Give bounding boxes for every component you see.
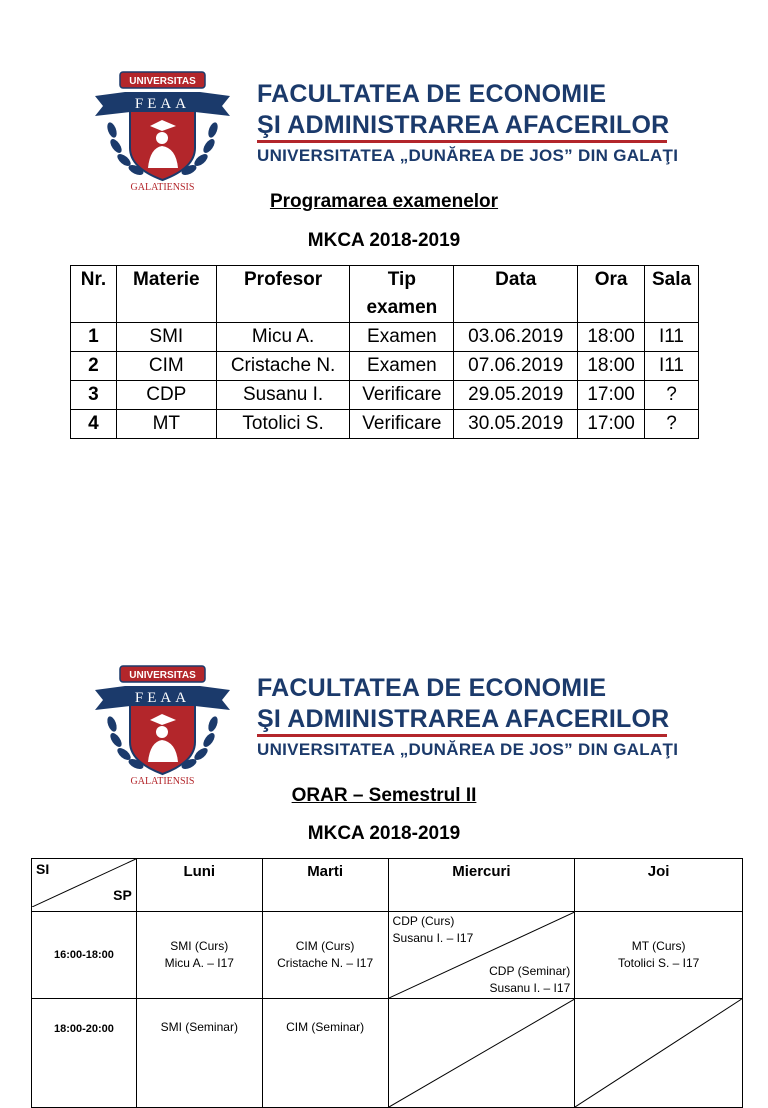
table-row	[32, 999, 743, 1108]
class-name: CDP (Seminar)	[489, 964, 571, 978]
faculty-header-1	[90, 68, 690, 198]
class-cell	[262, 912, 388, 999]
table-row	[71, 323, 699, 352]
column-header: Nr.	[71, 266, 117, 323]
class-name: SMI (Seminar)	[160, 1020, 238, 1034]
header-divider	[257, 734, 667, 737]
feaa-logo	[90, 662, 235, 787]
university-name: UNIVERSITATEA „DUNĂREA DE JOS” DIN GALAŢI	[257, 740, 679, 759]
exams-title: Programarea examenelor	[269, 191, 499, 212]
exam-date: 29.05.2019	[454, 381, 578, 410]
exam-type: Verificare	[350, 381, 454, 410]
exam-professor: Cristache N.	[216, 352, 350, 381]
logo-bottom-text: GALATIENSIS	[130, 776, 195, 787]
exam-professor: Totolici S.	[216, 410, 350, 439]
table-row	[71, 352, 699, 381]
exam-time: 18:00	[578, 352, 645, 381]
schedule-table	[31, 858, 743, 1108]
time-slot: 16:00-18:00	[32, 912, 137, 999]
exam-type: Examen	[350, 323, 454, 352]
cell-diagonal	[389, 999, 575, 1107]
corner-si: SI	[36, 861, 50, 877]
logo-bottom-text: GALATIENSIS	[130, 182, 195, 193]
exam-professor: Susanu I.	[216, 381, 350, 410]
class-sp	[489, 963, 570, 997]
column-header: Ora	[578, 266, 645, 323]
corner-sp: SP	[113, 887, 132, 903]
exam-type: Verificare	[350, 410, 454, 439]
day-header: Luni	[136, 859, 262, 912]
faculty-name-line1: FACULTATEA DE ECONOMIE	[257, 674, 607, 702]
class-teacher: Susanu I. – I17	[489, 981, 571, 995]
logo-banner-text: UNIVERSITAS	[129, 670, 196, 681]
exams-subtitle: MKCA 2018-2019	[307, 230, 461, 251]
exam-date: 03.06.2019	[454, 323, 578, 352]
time-slot: 18:00-20:00	[32, 999, 137, 1108]
class-name: CIM (Curs)	[295, 939, 355, 953]
column-header: Profesor	[216, 266, 350, 323]
schedule-subtitle: MKCA 2018-2019	[307, 823, 461, 844]
schedule-header	[32, 859, 743, 912]
class-cell	[575, 912, 743, 999]
column-header: Tip examen	[350, 266, 454, 323]
class-teacher: Susanu I. – I17	[392, 931, 474, 945]
logo-shield-text: FEAA	[134, 96, 191, 112]
exam-room: I11	[645, 352, 699, 381]
table-row	[71, 381, 699, 410]
exam-table-header	[71, 266, 699, 323]
feaa-logo	[90, 68, 235, 193]
class-teacher: Totolici S. – I17	[617, 956, 700, 970]
exam-type: Examen	[350, 352, 454, 381]
column-header: Data	[454, 266, 578, 323]
schedule-title: ORAR – Semestrul II	[291, 785, 477, 806]
class-name: CDP (Curs)	[392, 914, 455, 928]
class-cell	[136, 999, 262, 1108]
exam-time: 18:00	[578, 323, 645, 352]
exam-date: 07.06.2019	[454, 352, 578, 381]
class-cell-split	[388, 999, 575, 1108]
header-divider	[257, 140, 667, 143]
exam-room: I11	[645, 323, 699, 352]
class-name: CIM (Seminar)	[286, 1020, 365, 1034]
exam-time: 17:00	[578, 381, 645, 410]
exam-nr: 4	[71, 410, 117, 439]
class-cell-split	[388, 912, 575, 999]
class-cell	[136, 912, 262, 999]
university-name: UNIVERSITATEA „DUNĂREA DE JOS” DIN GALAŢI	[257, 146, 679, 165]
class-teacher: Micu A. – I17	[164, 956, 234, 970]
day-header: Joi	[575, 859, 743, 912]
corner-cell	[32, 859, 137, 912]
cell-diagonal	[575, 999, 742, 1107]
exam-subject: CDP	[116, 381, 216, 410]
exam-professor: Micu A.	[216, 323, 350, 352]
exam-time: 17:00	[578, 410, 645, 439]
class-name: SMI (Curs)	[170, 939, 229, 953]
table-row	[32, 912, 743, 999]
day-header: Miercuri	[388, 859, 575, 912]
class-name: MT (Curs)	[631, 939, 686, 953]
exam-room: ?	[645, 410, 699, 439]
exam-table	[70, 265, 699, 439]
day-header: Marti	[262, 859, 388, 912]
faculty-name-line1: FACULTATEA DE ECONOMIE	[257, 80, 607, 108]
class-si	[393, 913, 474, 947]
logo-banner-text: UNIVERSITAS	[129, 76, 196, 87]
exam-room: ?	[645, 381, 699, 410]
exam-subject: CIM	[116, 352, 216, 381]
column-header: Sala	[645, 266, 699, 323]
exam-nr: 3	[71, 381, 117, 410]
exam-subject: MT	[116, 410, 216, 439]
faculty-name-line2: ŞI ADMINISTRAREA AFACERILOR	[257, 705, 670, 733]
column-header: Materie	[116, 266, 216, 323]
class-cell-split	[575, 999, 743, 1108]
exam-nr: 1	[71, 323, 117, 352]
table-row	[71, 410, 699, 439]
faculty-name-line2: ŞI ADMINISTRAREA AFACERILOR	[257, 111, 670, 139]
class-teacher: Cristache N. – I17	[277, 956, 374, 970]
exam-nr: 2	[71, 352, 117, 381]
class-cell	[262, 999, 388, 1108]
exam-subject: SMI	[116, 323, 216, 352]
faculty-header-2	[90, 662, 690, 792]
logo-shield-text: FEAA	[134, 690, 191, 706]
exam-date: 30.05.2019	[454, 410, 578, 439]
